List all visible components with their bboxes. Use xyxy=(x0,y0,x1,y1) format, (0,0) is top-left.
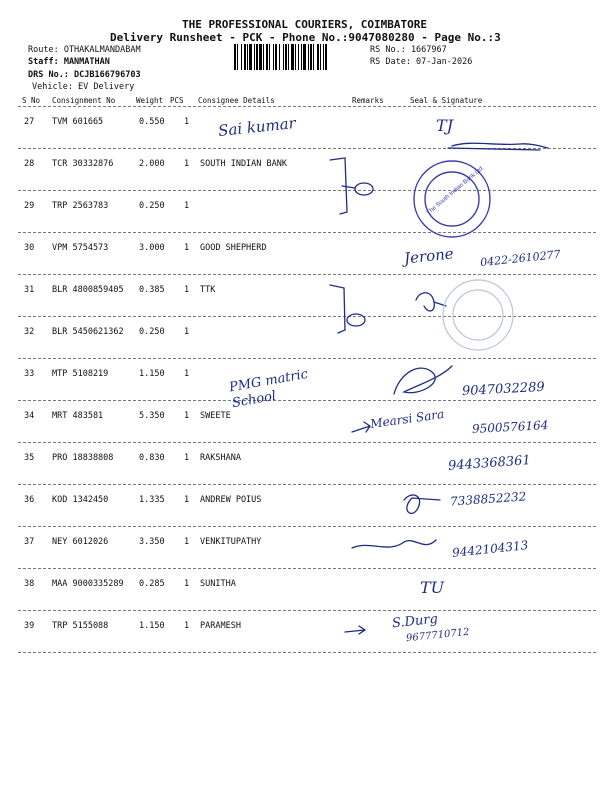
row-consignment: MRT 483581 xyxy=(52,411,104,421)
row-sno: 27 xyxy=(24,117,35,127)
row-consignee: SUNITHA xyxy=(200,579,236,589)
route-label: Route: OTHAKALMANDABAM xyxy=(28,45,141,55)
row-consignment: VPM 5754573 xyxy=(52,243,109,253)
row-weight: 5.350 xyxy=(139,411,165,421)
row-pcs: 1 xyxy=(184,243,190,253)
scribble-signature xyxy=(416,293,446,311)
arrow-mark xyxy=(352,422,370,432)
row-weight: 0.250 xyxy=(139,201,165,211)
row-pcs: 1 xyxy=(184,411,190,421)
row-sno: 35 xyxy=(24,453,35,463)
handwritten-phone: 0422-2610277 xyxy=(479,247,562,270)
handwritten-initials: TJ xyxy=(436,116,454,135)
faint-stamp xyxy=(443,280,513,350)
row-sno: 34 xyxy=(24,411,35,421)
row-consignee: ANDREW POIUS xyxy=(200,495,262,505)
row-pcs: 1 xyxy=(184,369,190,379)
row-consignee: GOOD SHEPHERD xyxy=(200,243,267,253)
row-weight: 0.550 xyxy=(139,117,165,127)
row-pcs: 1 xyxy=(184,495,190,505)
row-sno: 29 xyxy=(24,201,35,211)
row-consignment: BLR 4800859405 xyxy=(52,285,124,295)
row-weight: 1.150 xyxy=(139,621,165,631)
row-pcs: 1 xyxy=(184,327,190,337)
handwritten-phone: 9677710712 xyxy=(405,626,471,645)
vehicle-label: Vehicle: EV Delivery xyxy=(32,82,135,92)
row-consignment: KOD 1342450 xyxy=(52,495,109,505)
drs-label: DRS No.: DCJB166796703 xyxy=(28,70,141,80)
handwritten-signature: S.Durg xyxy=(391,611,439,632)
handwritten-phone: 9047032289 xyxy=(461,379,546,400)
row-sno: 36 xyxy=(24,495,35,505)
scribble-signature xyxy=(394,366,452,394)
stamp-text: The South Indian Bank Ltd. xyxy=(426,164,486,217)
row-consignment: TVM 601665 xyxy=(52,117,104,127)
row-weight: 3.350 xyxy=(139,537,165,547)
row-consignment: TRP 5155088 xyxy=(52,621,109,631)
col-header-weight: Weight xyxy=(136,96,164,105)
row-sno: 30 xyxy=(24,243,35,253)
row-sno: 38 xyxy=(24,579,35,589)
row-sno: 32 xyxy=(24,327,35,337)
strike-line xyxy=(448,148,540,150)
rs-number: RS No.: 1667967 xyxy=(370,45,447,55)
row-weight: 3.000 xyxy=(139,243,165,253)
row-pcs: 1 xyxy=(184,453,190,463)
row-consignee: VENKITUPATHY xyxy=(200,537,262,547)
row-weight: 0.285 xyxy=(139,579,165,589)
col-header-sno: S No xyxy=(22,96,41,105)
row-weight: 0.385 xyxy=(139,285,165,295)
scribble-signature xyxy=(404,495,440,513)
row-consignment: MTP 5108219 xyxy=(52,369,109,379)
handwritten-phone: 9443368361 xyxy=(447,453,532,474)
row-sno: 33 xyxy=(24,369,35,379)
staff-label: Staff: MANMATHAN xyxy=(28,57,110,67)
arrow-mark xyxy=(345,626,365,634)
row-consignee: PARAMESH xyxy=(200,621,241,631)
rs-date: RS Date: 07-Jan-2026 xyxy=(370,57,473,67)
handwritten-remark: PMG matric School xyxy=(228,366,310,412)
scribble-signature xyxy=(352,540,436,548)
col-header-pcs: PCS xyxy=(170,96,184,105)
handwritten-phone: 7338852232 xyxy=(449,489,527,509)
col-header-remarks: Remarks xyxy=(352,96,384,105)
handwritten-signature: Jerone xyxy=(403,244,455,268)
row-consignee: RAKSHANA xyxy=(200,453,241,463)
company-title: THE PROFESSIONAL COURIERS, COIMBATORE xyxy=(182,18,428,31)
row-consignment: NEY 6012026 xyxy=(52,537,109,547)
row-pcs: 1 xyxy=(184,285,190,295)
row-sno: 39 xyxy=(24,621,35,631)
row-weight: 1.150 xyxy=(139,369,165,379)
handwritten-name: Sai kumar xyxy=(217,113,297,141)
col-header-seal: Seal & Signature xyxy=(410,96,483,105)
handwritten-initials: TU xyxy=(420,578,445,597)
col-header-consignee: Consignee Details xyxy=(198,96,275,105)
handwritten-phone: 9500576164 xyxy=(471,418,549,436)
row-weight: 1.335 xyxy=(139,495,165,505)
row-consignment: TCR 30332876 xyxy=(52,159,114,169)
row-consignment: BLR 5450621362 xyxy=(52,327,124,337)
handwritten-remark: Mearsi Sara xyxy=(369,406,445,432)
row-pcs: 1 xyxy=(184,159,190,169)
bracket-mark xyxy=(330,285,345,333)
row-weight: 0.250 xyxy=(139,327,165,337)
row-weight: 0.830 xyxy=(139,453,165,463)
col-header-consignment: Consignment No xyxy=(52,96,116,105)
runsheet-subtitle: Delivery Runsheet - PCK - Phone No.:9047080280 - Page No.:3 xyxy=(110,31,501,44)
handwritten-phone: 9442104313 xyxy=(451,538,529,560)
row-consignee: SOUTH INDIAN BANK xyxy=(200,159,287,169)
row-sno: 28 xyxy=(24,159,35,169)
row-pcs: 1 xyxy=(184,621,190,631)
row-weight: 2.000 xyxy=(139,159,165,169)
row-consignment: MAA 9000335289 xyxy=(52,579,124,589)
row-sno: 37 xyxy=(24,537,35,547)
row-pcs: 1 xyxy=(184,537,190,547)
row-consignee: SWEETE xyxy=(200,411,231,421)
row-consignee: TTK xyxy=(200,285,216,295)
row-consignment: PRO 18838808 xyxy=(52,453,114,463)
row-consignment: TRP 2563783 xyxy=(52,201,109,211)
row-sno: 31 xyxy=(24,285,35,295)
row-pcs: 1 xyxy=(184,579,190,589)
strike-signature xyxy=(452,143,548,148)
row-pcs: 1 xyxy=(184,201,190,211)
row-pcs: 1 xyxy=(184,117,190,127)
